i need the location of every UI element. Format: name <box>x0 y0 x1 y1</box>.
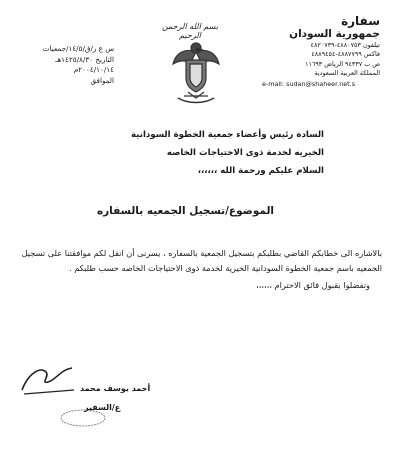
reference-number: س ع ر/ق/١٤/٥/جمعيات <box>42 44 114 53</box>
reference-block <box>14 44 114 86</box>
embassy-title: سفارة <box>341 14 380 28</box>
signatory-name: أحمد يوسف محمد <box>80 384 151 393</box>
addressee-line-2: الخيريه لخدمة ذوى الاحتياجات الخاصه <box>166 148 324 158</box>
addressee-line-1: السادة رئيس وأعضاء جمعية الخطوة السودانية <box>131 130 324 140</box>
contact-phone: تيلفون ٤٨٨٠٧٥٣-٤٨٢٠٧٣٩ <box>310 41 380 49</box>
body-paragraph: بالاشاره الى خطابكم القاضي بطلبكم بتسجيل الجمعية بالسفاره ، يسرنى أن انقل لكم موافقتنا على تسجيل الجمعيه باسم جمعية الخطوة السودانية الخيرية لخدمة ذوى الاحتياجات الخاصه حسب طلبكم . <box>21 248 382 273</box>
signatory-title: ع/السفير <box>84 403 121 412</box>
reference-date-gregorian: ٢٠٠٤/١٠/١٤م <box>73 65 114 74</box>
subject-line: الموضوع/تسجيل الجمعيه بالسفاره <box>96 205 274 217</box>
contact-country: المملكة العربية السعودية <box>314 68 380 77</box>
embassy-country: جمهورية السودان <box>289 28 380 40</box>
contact-fax: فاكس ٤٨٨٧٧٩٩-٤٨٨٩٤٥٤ <box>311 50 380 59</box>
closing-line: وتفضلوا بقبول فائق الاحترام ،،،،،، <box>256 280 370 290</box>
contact-pobox: ص ب ٩٤٣٣٧ الرياض ١١٦٩٣ <box>305 59 380 68</box>
sudan-emblem-icon <box>170 38 222 104</box>
basmala: بسم الله الرحمن الرحيم <box>161 22 219 40</box>
addressee-block <box>24 126 324 180</box>
signature-scribble <box>18 360 78 400</box>
greeting: السلام عليكم ورحمة الله ،،،،،، <box>197 166 324 176</box>
letter-body <box>12 246 382 293</box>
reference-date-hijri: التاريخ ١٤٢٥/٨/٣٠هـ <box>55 54 114 64</box>
reference-agreed-label: الموافق <box>90 75 114 85</box>
embassy-header <box>262 14 380 89</box>
contact-email: e-mail: sudan@shaheer.net.s <box>262 80 356 89</box>
